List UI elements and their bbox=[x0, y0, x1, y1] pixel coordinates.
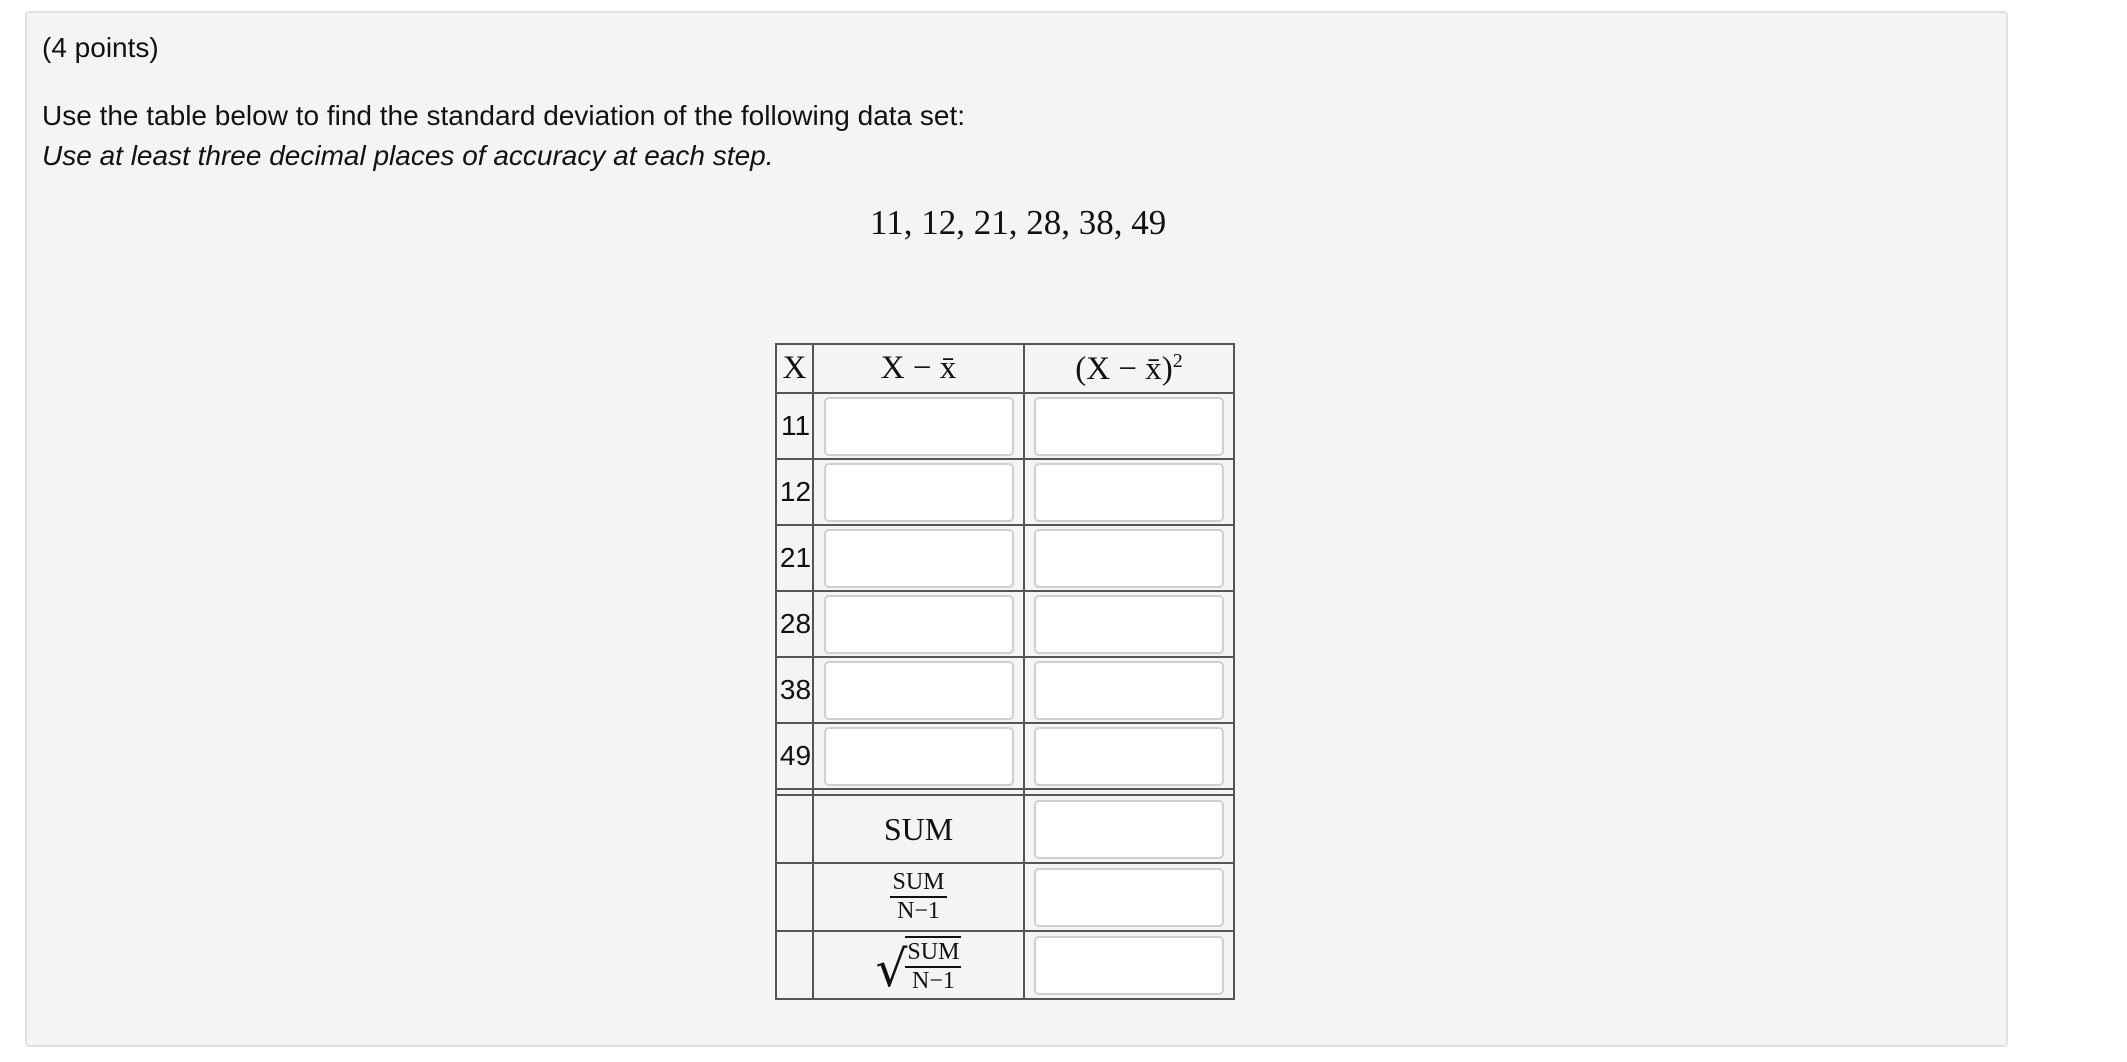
squared-deviation-input[interactable] bbox=[1034, 661, 1224, 720]
variance-input[interactable] bbox=[1034, 868, 1224, 927]
sum-cell bbox=[1024, 795, 1234, 863]
squared-deviation-input[interactable] bbox=[1034, 727, 1224, 786]
sum-label: SUM bbox=[813, 795, 1024, 863]
deviation-input[interactable] bbox=[824, 595, 1014, 654]
deviation-cell bbox=[813, 393, 1024, 459]
variance-row bbox=[776, 863, 1234, 931]
x-value: 28 bbox=[776, 591, 813, 657]
fraction-denominator: N−1 bbox=[897, 898, 940, 924]
variance-fraction bbox=[890, 870, 946, 924]
instruction-text: Use the table below to find the standard deviation of the following data set: bbox=[42, 100, 966, 131]
std-dev-cell bbox=[1024, 931, 1234, 999]
deviation-input[interactable] bbox=[824, 463, 1014, 522]
std-dev-fraction bbox=[905, 936, 961, 994]
deviation-cell bbox=[813, 657, 1024, 723]
squared-cell bbox=[1024, 525, 1234, 591]
header-squared-exponent: 2 bbox=[1172, 349, 1183, 372]
deviation-input[interactable] bbox=[824, 727, 1014, 786]
x-value: 49 bbox=[776, 723, 813, 789]
deviation-cell bbox=[813, 525, 1024, 591]
squared-cell bbox=[1024, 723, 1234, 789]
std-dev-input[interactable] bbox=[1034, 936, 1224, 995]
deviation-cell bbox=[813, 459, 1024, 525]
variance-label bbox=[813, 863, 1024, 931]
accuracy-note: Use at least three decimal places of accuracy at each step. bbox=[42, 140, 774, 171]
table-row bbox=[776, 459, 1234, 525]
empty-cell bbox=[776, 931, 813, 999]
squared-deviation-input[interactable] bbox=[1034, 529, 1224, 588]
radical-sign: √ bbox=[875, 940, 908, 999]
deviation-input[interactable] bbox=[824, 397, 1014, 456]
header-deviation: X − x̄ bbox=[813, 344, 1024, 393]
header-squared-deviation bbox=[1024, 344, 1234, 393]
squared-cell bbox=[1024, 591, 1234, 657]
x-value: 21 bbox=[776, 525, 813, 591]
fraction-numerator: SUM bbox=[905, 940, 961, 968]
table-row bbox=[776, 657, 1234, 723]
variance-cell bbox=[1024, 863, 1234, 931]
squared-cell bbox=[1024, 393, 1234, 459]
std-dev-label bbox=[813, 931, 1024, 999]
table-header-row bbox=[776, 344, 1234, 393]
dataset-values: 11, 12, 21, 28, 38, 49 bbox=[870, 203, 1167, 242]
deviation-cell bbox=[813, 591, 1024, 657]
squared-cell bbox=[1024, 657, 1234, 723]
header-x: X bbox=[776, 344, 813, 393]
deviation-cell bbox=[813, 723, 1024, 789]
square-root-expression bbox=[875, 936, 962, 999]
squared-cell bbox=[1024, 459, 1234, 525]
sum-row bbox=[776, 795, 1234, 863]
squared-deviation-input[interactable] bbox=[1034, 397, 1224, 456]
header-squared-base: (X − x̄) bbox=[1075, 350, 1173, 387]
table-row bbox=[776, 723, 1234, 789]
table-row bbox=[776, 393, 1234, 459]
fraction-numerator: SUM bbox=[890, 870, 946, 898]
x-value: 12 bbox=[776, 459, 813, 525]
table-row bbox=[776, 591, 1234, 657]
points-label: (4 points) bbox=[42, 32, 159, 63]
std-dev-table bbox=[775, 343, 1235, 1000]
empty-cell bbox=[776, 795, 813, 863]
fraction-denominator: N−1 bbox=[912, 968, 955, 994]
deviation-input[interactable] bbox=[824, 529, 1014, 588]
squared-deviation-input[interactable] bbox=[1034, 595, 1224, 654]
std-dev-row bbox=[776, 931, 1234, 999]
squared-deviation-input[interactable] bbox=[1034, 463, 1224, 522]
empty-cell bbox=[776, 863, 813, 931]
x-value: 11 bbox=[776, 393, 813, 459]
sum-input[interactable] bbox=[1034, 800, 1224, 859]
x-value: 38 bbox=[776, 657, 813, 723]
table-row bbox=[776, 525, 1234, 591]
deviation-input[interactable] bbox=[824, 661, 1014, 720]
